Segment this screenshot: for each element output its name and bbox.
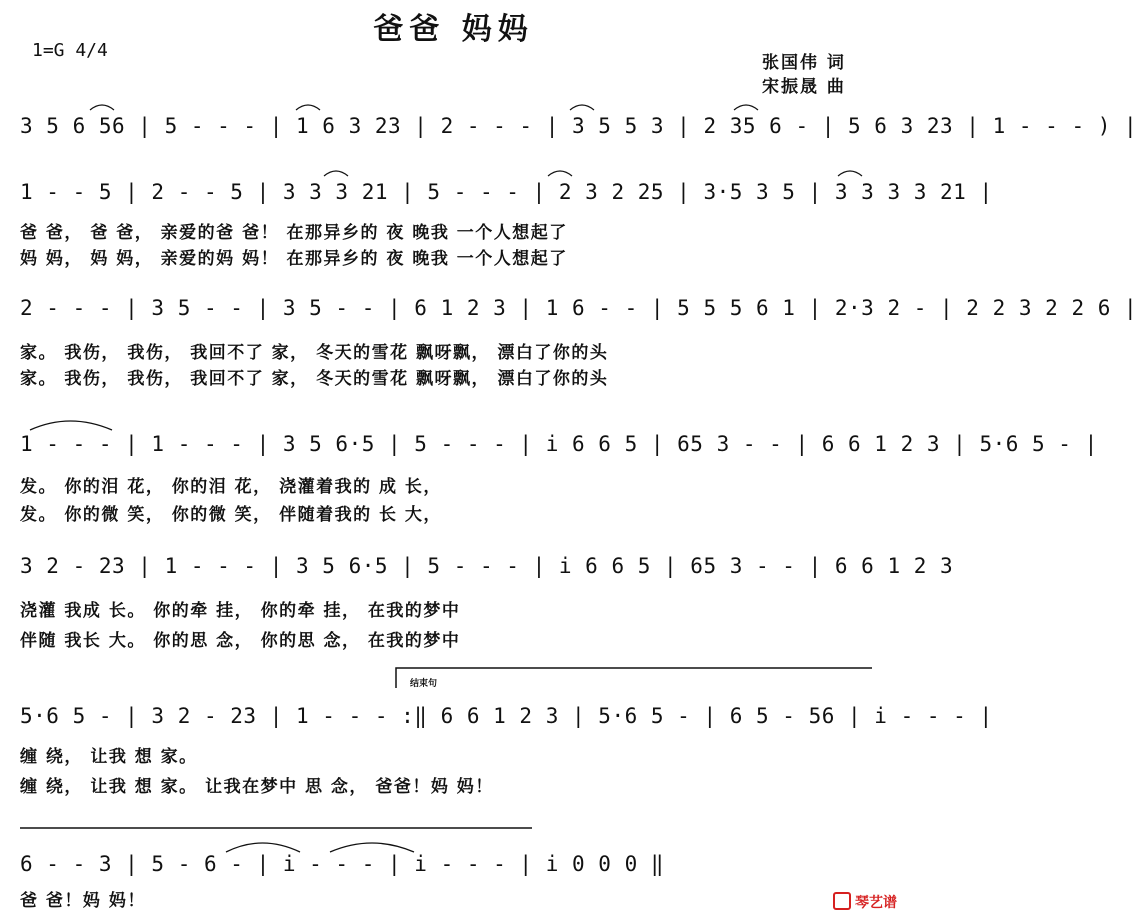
lyric-line-2a: 爸 爸， 爸 爸， 亲爱的爸 爸！ 在那异乡的 夜 晚我 一个人想起了 [20,223,568,243]
notation-line-4: 1 - - - | 1 - - - | 3 5 6·5 | 5 - - - | i 6 6 5 | 65 3 - - | 6 6 1 2 3 | 5·6 5 - | [20,432,1098,456]
notation-line-3: 2 - - - | 3 5 - - | 3 5 - - | 6 1 2 3 | 1 6 - - | 5 5 5 6 1 | 2·3 2 - | 2 2 3 2 2 6 | [20,296,1137,320]
tie-arc [330,843,414,852]
notation-line-2: 1 - - 5 | 2 - - 5 | 3 3 3 21 | 5 - - - | 2 3 2 25 | 3·5 3 5 | 3 3 3 3 21 | [20,180,993,204]
composer-credit: 宋振晟 曲 [762,77,846,97]
lyric-line-7: 爸 爸！妈 妈！ [20,891,146,911]
ending-bracket [396,668,872,688]
notation-line-7: 6 - - 3 | 5 - 6 - | i - - - | i - - - | i 0 0 0 ‖ [20,852,665,876]
slur-arc [324,171,348,176]
lyricist-credit: 张国伟 词 [762,53,846,73]
ending-label: 结束句 [410,679,438,689]
tie-arc [226,843,300,852]
slur-arc [548,171,572,176]
watermark-text: 琴艺谱 [855,895,897,911]
slur-arc [296,105,320,110]
notation-line-1: 3 5 6 56 | 5 - - - | 1 6 3 23 | 2 - - - | 3 5 5 3 | 2 35 6 - | 5 6 3 23 | 1 - - - ) | [20,114,1137,138]
notation-line-6: 5·6 5 - | 3 2 - 23 | 1 - - - :‖ 6 6 1 2 3 | 5·6 5 - | 6 5 - 56 | i - - - | [20,704,993,728]
lyric-line-5b: 伴随 我长 大。 你的思 念， 你的思 念， 在我的梦中 [20,631,461,651]
lyric-line-3a: 家。 我伤， 我伤， 我回不了 家， 冬天的雪花 飘呀飘， 漂白了你的头 [20,343,609,363]
logo-icon [833,892,851,910]
key-signature: 1=G 4/4 [32,40,108,61]
slur-arc [570,105,594,110]
slur-arc [734,105,758,110]
slur-arc [838,171,862,176]
tie-arc [30,421,112,430]
slur-arc [90,105,114,110]
lyric-line-3b: 家。 我伤， 我伤， 我回不了 家， 冬天的雪花 飘呀飘， 漂白了你的头 [20,369,609,389]
lyric-line-6b: 缠 绕， 让我 想 家。 让我在梦中 思 念， 爸爸！妈 妈！ [20,777,494,797]
lyric-line-2b: 妈 妈， 妈 妈， 亲爱的妈 妈！ 在那异乡的 夜 晚我 一个人想起了 [20,249,568,269]
watermark-logo [833,892,897,912]
lyric-line-6a: 缠 绕， 让我 想 家。 [20,747,198,767]
lyric-line-4b: 发。 你的微 笑， 你的微 笑， 伴随着我的 长 大， [20,505,442,525]
song-title: 爸爸 妈妈 [373,12,534,47]
lyric-line-4a: 发。 你的泪 花， 你的泪 花， 浇灌着我的 成 长， [20,477,442,497]
notation-line-5: 3 2 - 23 | 1 - - - | 3 5 6·5 | 5 - - - | i 6 6 5 | 65 3 - - | 6 6 1 2 3 [20,554,954,578]
lyric-line-5a: 浇灌 我成 长。 你的牵 挂， 你的牵 挂， 在我的梦中 [20,601,461,621]
